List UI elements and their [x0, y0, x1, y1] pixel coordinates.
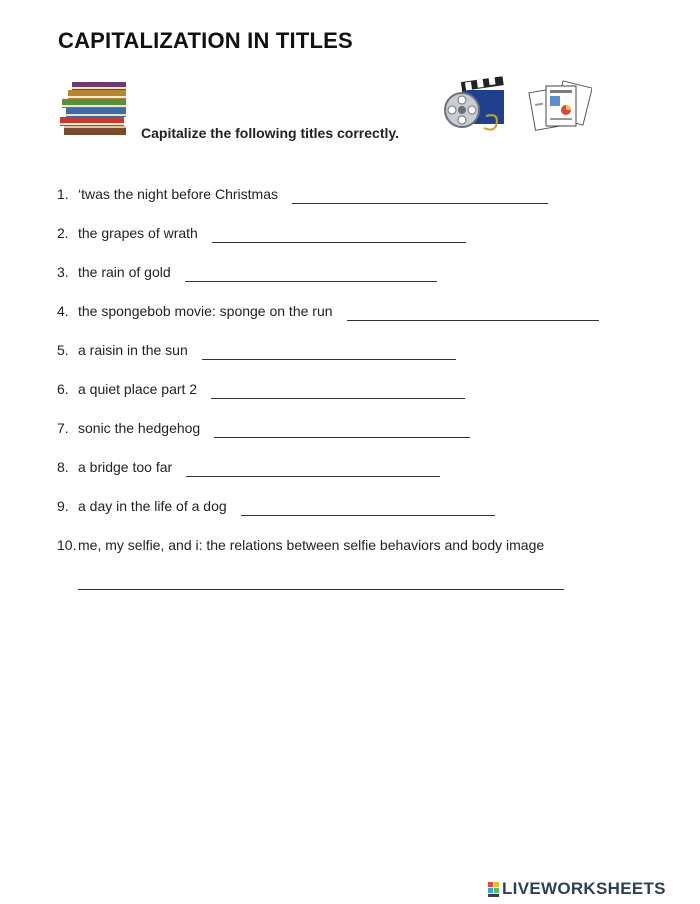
books-icon: [58, 80, 133, 138]
title-item-7: 7. sonic the hedgehog: [57, 418, 470, 438]
title-text: the rain of gold: [78, 264, 171, 280]
liveworksheets-logo-icon: [488, 882, 500, 897]
answer-blank[interactable]: [347, 304, 599, 321]
title-text: the grapes of wrath: [78, 225, 198, 241]
instruction-text: Capitalize the following titles correctly.: [141, 125, 400, 141]
title-text: a raisin in the sun: [78, 342, 188, 358]
title-text: ‘twas the night before Christmas: [78, 186, 278, 202]
film-reel-clapper-icon: [442, 76, 508, 132]
brand-name: LIVEWORKSHEETS: [502, 879, 666, 898]
title-text: the spongebob movie: sponge on the run: [78, 303, 333, 319]
answer-blank[interactable]: [241, 499, 495, 516]
title-text: a day in the life of a dog: [78, 498, 227, 514]
answer-blank[interactable]: [292, 187, 548, 204]
answer-blank[interactable]: [212, 226, 466, 243]
title-item-4: 4. the spongebob movie: sponge on the run: [57, 301, 599, 321]
report-documents-icon: [528, 80, 592, 132]
title-text: me, my selfie, and i: the relations between selfie behaviors and body image: [78, 537, 545, 553]
answer-blank[interactable]: [214, 421, 470, 438]
title-item-2: 2. the grapes of wrath: [57, 223, 466, 243]
answer-blank[interactable]: [185, 265, 437, 282]
worksheet-title: CAPITALIZATION IN TITLES: [58, 28, 353, 53]
title-text: a bridge too far: [78, 459, 173, 475]
answer-blank[interactable]: [211, 382, 465, 399]
title-text: sonic the hedgehog: [78, 420, 201, 436]
answer-blank[interactable]: [78, 589, 564, 590]
title-item-8: 8. a bridge too far: [57, 457, 440, 477]
liveworksheets-brand: [488, 879, 666, 899]
title-item-10: 10. me, my selfie, and i: the relations between selfie behaviors and body image: [57, 537, 545, 553]
title-item-9: 9. a day in the life of a dog: [57, 496, 495, 516]
title-text: a quiet place part 2: [78, 381, 198, 397]
title-item-1: 1. ‘twas the night before Christmas: [57, 184, 548, 204]
title-item-3: 3. the rain of gold: [57, 262, 437, 282]
title-item-5: 5. a raisin in the sun: [57, 340, 456, 360]
answer-blank[interactable]: [186, 460, 440, 477]
title-item-6: 6. a quiet place part 2: [57, 379, 465, 399]
answer-blank[interactable]: [202, 343, 456, 360]
